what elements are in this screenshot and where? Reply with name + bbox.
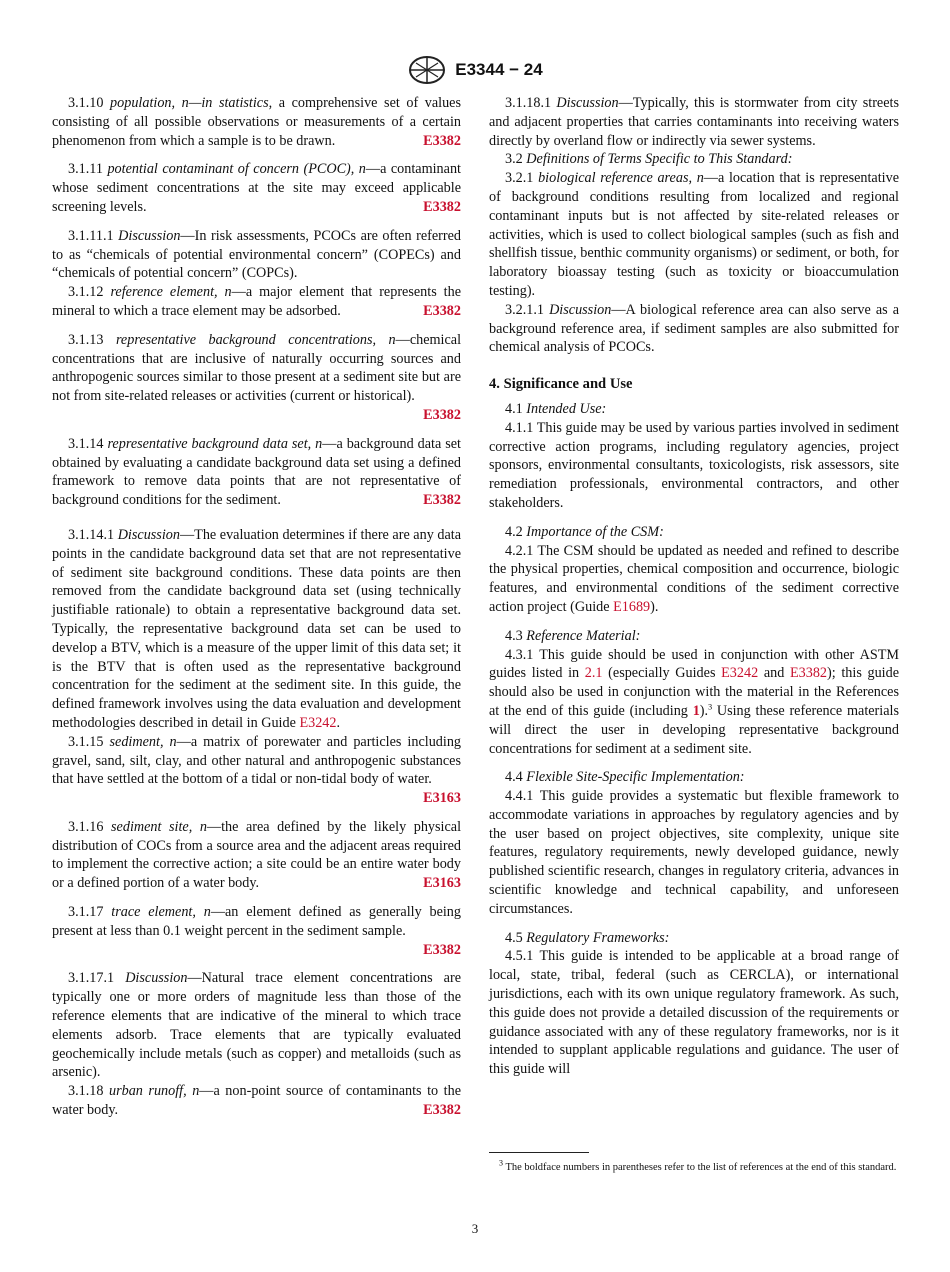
footnote-number: 3 <box>499 1158 503 1168</box>
reference-tag[interactable]: E3163 <box>423 875 461 892</box>
paragraph-3-2-1: 3.2.1 biological reference areas, n—a location that is representative of background conditions resulting from localized and regional contaminant inputs but is not affected by site-related releases or activities, which is used to collect biological samples (such as fish and shellfish tissue, benthic community organisms) or sediment, or both, for laboratory bioassay testing (such as toxicity or bioaccumulation testing). <box>489 170 900 299</box>
paragraph-3-1-12: 3.1.12 reference element, n—a major element that represents the mineral to which a trace element may be adsorbed. E3382 <box>52 284 462 319</box>
paragraph-4-3-1: 4.3.1 This guide should be used in conjunction with other ASTM guides listed in 2.1 (especially Guides E3242 and E3382); this guide should also be used in conjunction with the material in the References at the end of this guide (including 1).$^3$ Using these reference materials will direct the user in developing representative background concentrations for sediment at a sediment site. <box>489 646 900 757</box>
paragraph-3-1-16: 3.1.16 sediment site, n—the area defined by the likely physical distribution of COCs from a source area and the adjacent areas required to implement the corrective action; a site could be an entire water body or a defined portion of a water body. E3163 <box>52 818 462 892</box>
section-heading: 4. Significance and Use <box>489 376 633 393</box>
right-column <box>489 94 899 1079</box>
paragraph-3-1-18-1: 3.1.18.1 Discussion—Typically, this is stormwater from city streets and adjacent properties that carries contaminants into receiving waters directly by overland flow or indirectly via sewer systems. <box>489 95 899 149</box>
footnote-divider <box>489 1152 589 1153</box>
paragraph-4-4-1: 4.4.1 This guide provides a systematic but flexible framework to accommodate variations in approaches by regulatory agencies and by the user based on project objectives, site complexity, unique site features, regulatory requirements, newly developed guidance, newly published scientific research, changes in regulatory criteria, advances in scientific knowledge and technical capability, and unforeseen circumstances. <box>489 788 899 917</box>
paragraph-3-1-11: 3.1.11 potential contaminant of concern (PCOC), n—a contaminant whose sediment concentrations at the site may exceed applicable screening levels. E3382 <box>52 161 461 215</box>
paragraph-4-4: 4.4 Flexible Site-Specific Implementation: <box>505 769 745 786</box>
reference-tag[interactable]: E3382 <box>423 492 461 509</box>
paragraph-3-1-10: 3.1.10 population, n—in statistics, a comprehensive set of values consisting of all possible observations or measurements of a certain phenomenon from which a sample is to be drawn. E3382 <box>52 95 462 149</box>
footnote: $^3$ The boldface numbers in parentheses refer to the list of references at the end of this standard. <box>499 1158 897 1173</box>
reference-number-link[interactable]: 1 <box>692 702 700 719</box>
paragraph-3-2-1-1: 3.2.1.1 Discussion—A biological reference area can also serve as a background reference area, if sediment samples are also submitted for chemical analysis of PCOCs. <box>489 301 899 356</box>
paragraph-4-5-1: 4.5.1 This guide is intended to be applicable at a broad range of local, state, tribal, federal (such as CERCLA), or international jurisdictions, each with its own unique regulatory framework. As such, this guide does not provide a detailed discussion of the requirements or guidance associated with any of these regulatory frameworks, nor is it intended to supplant applicable regulations and guidance. The user of this guide will <box>489 948 899 1078</box>
paragraph-4-1-1: 4.1.1 This guide may be used by various parties involved in sediment corrective action programs, including regulatory agencies, project sponsors, environmental consultants, toxicologists, risk assessors, site remediation professionals, environmental contractors, and other stakeholders. <box>489 419 900 511</box>
paragraph-3-1-17-1: 3.1.17.1 Discussion—Natural trace element concentrations are typically one or more orders of magnitude less than those of the reference elements that are indicative of the mineral to which trace elements adsorb. Trace elements that are typically evaluated geochemically include metals (such as copper) and metalloids (such as arsenic). <box>52 970 461 1081</box>
guide-link[interactable]: E3242 <box>721 665 759 682</box>
left-column <box>52 94 461 1120</box>
reference-tag[interactable]: E3382 <box>423 406 461 423</box>
reference-tag[interactable]: E3382 <box>423 302 461 319</box>
guide-link[interactable]: E1689 <box>613 598 651 615</box>
paragraph-3-1-17: 3.1.17 trace element, n—an element defined as generally being present at less than 0.1 weight percent in the sediment sample. E3382 <box>52 904 461 958</box>
reference-tag[interactable]: E3382 <box>423 941 461 958</box>
astm-logo-icon <box>407 54 447 86</box>
reference-tag[interactable]: E3382 <box>423 1102 461 1119</box>
page-number: 3 <box>471 1221 479 1236</box>
section-link[interactable]: 2.1 <box>584 665 603 682</box>
reference-tag[interactable]: E3163 <box>423 790 461 807</box>
reference-tag[interactable]: E3382 <box>423 198 461 215</box>
paragraph-4-2: 4.2 Importance of the CSM: <box>505 523 664 540</box>
document-number: E3344 − 24 <box>455 60 543 79</box>
page-header <box>0 54 950 86</box>
paragraph-4-3: 4.3 Reference Material: <box>505 627 641 644</box>
guide-link[interactable]: E3242 <box>299 714 337 731</box>
paragraph-3-1-13: 3.1.13 representative background concentrations, n—chemical concentrations that are inclusive of naturally occurring sources and anthropogenic sources similar to those present at a sediment site but are not from site-related releases or activities (current or historical). E3382 <box>52 331 462 423</box>
paragraph-3-1-11-1: 3.1.11.1 Discussion—In risk assessments, PCOCs are often referred to as “chemicals of potential environmental concern” (COPECs) and “chemicals of potential concern” (COPCs). <box>52 227 462 282</box>
paragraph-4-5: 4.5 Regulatory Frameworks: <box>505 929 670 946</box>
paragraph-3-1-14: 3.1.14 representative background data set, n—a background data set obtained by evaluating a candidate background data set using a defined framework to remove data points that are not representative of background conditions for the sediment. E3382 <box>52 435 461 509</box>
paragraph-3-1-18: 3.1.18 urban runoff, n—a non-point source of contaminants to the water body. E3382 <box>52 1083 461 1119</box>
reference-tag[interactable]: E3382 <box>423 132 461 149</box>
paragraph-3-2: 3.2 Definitions of Terms Specific to This Standard: <box>505 151 793 168</box>
paragraph-3-1-15: 3.1.15 sediment, n—a matrix of porewater and particles including gravel, sand, silt, clay, and other natural and anthropogenic substances that have settled at the bottom of a tidal or non-tidal body of water. E3163 <box>52 733 462 807</box>
guide-link[interactable]: E3382 <box>789 665 828 682</box>
paragraph-4-2-1: 4.2.1 The CSM should be updated as needed and refined to describe the physical properties, chemical composition and occurrence, biologic features, and environmental conditions of the sediment corrective action project (Guide E1689). <box>489 542 899 615</box>
paragraph-3-1-14-1: 3.1.14.1 Discussion—The evaluation determines if there are any data points in the candidate background data set that are not representative of sediment site background conditions. These data points are then removed from the candidate background data set (using technically justifiable rationale) to obtain a representative background data set. Typically, the representative background data set can be used to develop a BTV, which is a measure of the upper limit of this data set; it is the BTV that is often used as the representative background concentration for the sediment at the sediment site. In this guide, the defined framework involves using the data evaluation and development methodologies described in detail in Guide E3242. <box>52 526 461 731</box>
paragraph-4-1: 4.1 Intended Use: <box>505 400 607 417</box>
footnote-marker[interactable]: 3 <box>708 702 713 712</box>
